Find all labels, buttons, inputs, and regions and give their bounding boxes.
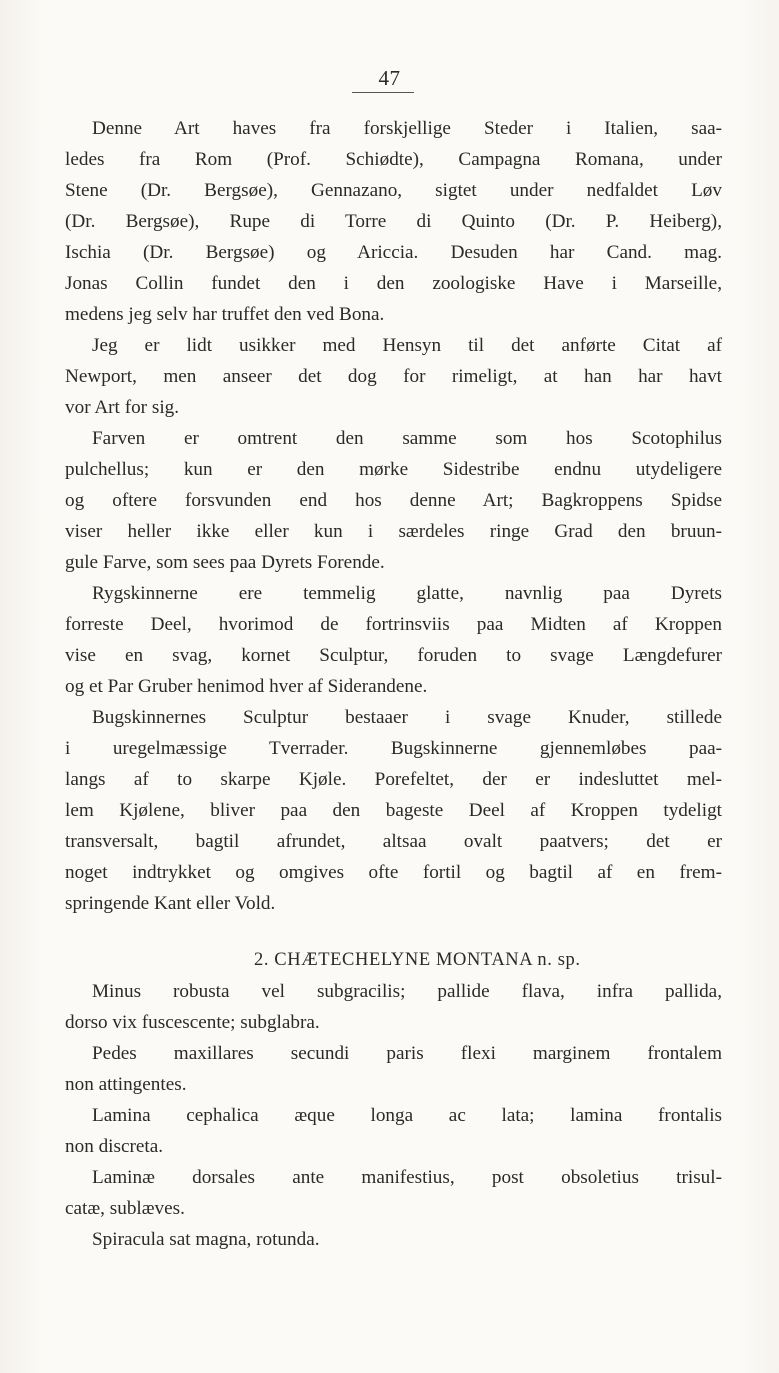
text-line: Jeg er lidt usikker med Hensyn til det anførte Citat af bbox=[92, 335, 722, 356]
latin-paragraph bbox=[65, 1224, 722, 1255]
paragraph-colour bbox=[65, 423, 722, 578]
text-line: Ischia (Dr. Bergsøe) og Ariccia. Desuden har Cand. mag. bbox=[65, 242, 722, 263]
text-line: noget indtrykket og omgives ofte fortil og bagtil af en frem- bbox=[65, 862, 722, 883]
text-line: non attingentes. bbox=[65, 1074, 187, 1095]
text-line: og oftere forsvunden end hos denne Art; Bagkroppens Spidse bbox=[65, 490, 722, 511]
text-line: medens jeg selv har truffet den ved Bona. bbox=[65, 304, 385, 325]
text-line: (Dr. Bergsøe), Rupe di Torre di Quinto (Dr. P. Heiberg), bbox=[65, 211, 722, 232]
text-line: vor Art for sig. bbox=[65, 397, 180, 418]
text-line: pulchellus; kun er den mørke Sidestribe endnu utydeligere bbox=[65, 459, 722, 480]
text-line: Spiracula sat magna, rotunda. bbox=[92, 1229, 320, 1250]
paragraph-distribution bbox=[65, 113, 722, 330]
text-line: non discreta. bbox=[65, 1136, 164, 1157]
body-text bbox=[65, 113, 722, 1255]
latin-paragraph bbox=[65, 1100, 722, 1162]
text-line: Pedes maxillares secundi paris flexi marginem frontalem bbox=[92, 1043, 722, 1064]
text-line: dorso vix fuscescente; subglabra. bbox=[65, 1012, 320, 1033]
text-line: Newport, men anseer det dog for rimeligt, at han har havt bbox=[65, 366, 722, 387]
paragraph-dorsal-plates bbox=[65, 578, 722, 702]
latin-paragraph bbox=[65, 1038, 722, 1100]
text-line: catæ, sublæves. bbox=[65, 1198, 185, 1219]
text-line: Jonas Collin fundet den i den zoologiske Have i Marseille, bbox=[65, 273, 722, 294]
text-line: forreste Deel, hvorimod de fortrinsviis paa Midten af Kroppen bbox=[65, 614, 722, 635]
text-line: og et Par Gruber henimod hver af Siderandene. bbox=[65, 676, 428, 697]
section-gap bbox=[65, 919, 722, 945]
text-line: i uregelmæssige Tverrader. Bugskinnerne gjennemløbes paa- bbox=[65, 738, 722, 759]
text-line: langs af to skarpe Kjøle. Porefeltet, der er indesluttet mel- bbox=[65, 769, 722, 790]
species-heading: 2. CHÆTECHELYNE MONTANA n. sp. bbox=[254, 950, 581, 970]
text-line: gule Farve, som sees paa Dyrets Forende. bbox=[65, 552, 385, 573]
latin-diagnosis bbox=[65, 976, 722, 1255]
text-line: Denne Art haves fra forskjellige Steder i Italien, saa- bbox=[92, 118, 722, 139]
text-line: Bugskinnernes Sculptur bestaaer i svage Knuder, stillede bbox=[92, 707, 722, 728]
text-line: viser heller ikke eller kun i særdeles ringe Grad den bruun- bbox=[65, 521, 722, 542]
text-line: ledes fra Rom (Prof. Schiødte), Campagna Romana, under bbox=[65, 149, 722, 170]
text-line: springende Kant eller Vold. bbox=[65, 893, 276, 914]
text-line: lem Kjølene, bliver paa den bageste Deel af Kroppen tydeligt bbox=[65, 800, 722, 821]
paragraph-ventral-plates bbox=[65, 702, 722, 919]
text-line: vise en svag, kornet Sculptur, foruden to svage Længdefurer bbox=[65, 645, 722, 666]
page-number: 47 bbox=[378, 66, 401, 90]
page-number-rule bbox=[352, 92, 414, 93]
text-line: Farven er omtrent den samme som hos Scotophilus bbox=[92, 428, 722, 449]
latin-paragraph bbox=[65, 976, 722, 1038]
text-line: transversalt, bagtil afrundet, altsaa ovalt paatvers; det er bbox=[65, 831, 722, 852]
text-line: Minus robusta vel subgracilis; pallide flava, infra pallida, bbox=[92, 981, 722, 1002]
text-line: Rygskinnerne ere temmelig glatte, navnlig paa Dyrets bbox=[92, 583, 722, 604]
text-line: Stene (Dr. Bergsøe), Gennazano, sigtet under nedfaldet Løv bbox=[65, 180, 722, 201]
paragraph-citation bbox=[65, 330, 722, 423]
text-line: Laminæ dorsales ante manifestius, post obsoletius trisul- bbox=[92, 1167, 722, 1188]
latin-paragraph bbox=[65, 1162, 722, 1224]
text-line: Lamina cephalica æque longa ac lata; lamina frontalis bbox=[92, 1105, 722, 1126]
